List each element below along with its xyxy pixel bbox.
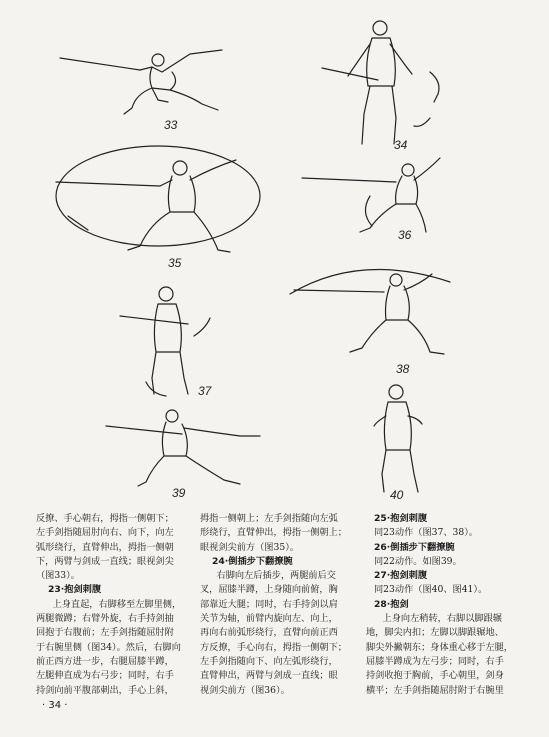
text-line: 弧形绕行，直臂伸出，拇指一侧朝 xyxy=(36,541,174,553)
text-line: 屈膝半蹲成为左弓步；同时，右手 xyxy=(366,655,504,667)
text-line: 回抱于右腹前；左手剑指随屈肘附 xyxy=(36,627,174,639)
figure-37-illustration xyxy=(118,282,238,402)
section-heading: 24·倒插步下翻撩腕 xyxy=(212,555,293,567)
figure-40-number: 40 xyxy=(390,488,404,502)
text-line: 视剑尖前方（图36）。 xyxy=(200,684,290,696)
text-line: 上身直起，右脚移至左脚里侧， xyxy=(52,598,182,610)
text-line: 右脚向左后插步，两腿前后交 xyxy=(216,570,336,582)
figure-36 xyxy=(300,140,450,240)
text-line: （图33）。 xyxy=(36,570,80,582)
text-line: 同23动作（图37、38）。 xyxy=(374,527,478,539)
text-line: 眼视剑尖前方（图35）。 xyxy=(200,541,299,553)
figure-36-number: 36 xyxy=(398,228,412,242)
text-line: 左手剑指随向下、向左弧形绕行， xyxy=(200,655,338,667)
text-line: 持剑收抱于胸前，手心朝里，剑身 xyxy=(366,670,504,682)
text-line: 左腿伸直成为右弓步；同时，右手 xyxy=(36,670,174,682)
section-heading: 25·抱剑刺腹 xyxy=(374,513,428,524)
section-heading: 26·倒插步下翻撩腕 xyxy=(374,541,455,553)
figure-34-number: 34 xyxy=(394,138,408,152)
text-line: 拇指一侧朝上；左手剑指随向左弧 xyxy=(200,513,338,524)
section-heading: 23·抱剑刺腹 xyxy=(48,584,102,596)
figure-39-number: 39 xyxy=(172,486,186,500)
figure-40 xyxy=(362,382,442,502)
text-line: 反撩、手心朝右，拇指一侧朝下； xyxy=(36,513,174,524)
figure-38-illustration xyxy=(280,262,460,372)
section-heading: 28·抱剑 xyxy=(374,598,409,610)
text-line: 于右腕里侧（图34）。然后，右脚向 xyxy=(36,641,181,653)
text-line: 前正西方进一步，右腿屈膝半蹲， xyxy=(36,655,174,667)
text-line: 地，脚尖内扣；左脚以脚跟辗地、 xyxy=(366,627,504,639)
figure-33 xyxy=(40,20,230,132)
text-line: 部靠近大腿；同时，右手持剑以肩 xyxy=(200,598,338,610)
text-line: 横平；左手剑指随屈肘附于右腕里 xyxy=(366,684,504,696)
text-line: 方反撩，手心向右，拇指一侧朝下； xyxy=(200,641,347,653)
text-line: 下，两臂与剑成一直线；眼视剑尖 xyxy=(36,555,174,567)
body-text xyxy=(36,512,518,696)
figure-39-illustration xyxy=(100,402,270,492)
text-line: 直臂伸出，两臂与剑成一直线；眼 xyxy=(200,670,338,682)
figure-34-illustration xyxy=(318,18,448,150)
text-line: 左手剑指随屈肘向右、向下，向左 xyxy=(36,527,174,539)
text-line: 形绕行，直臂伸出，拇指一侧朝上； xyxy=(200,527,347,539)
figure-37-number: 37 xyxy=(198,384,212,398)
text-line: 关节为轴，前臂内旋向左、向上， xyxy=(200,613,338,625)
figure-35-number: 35 xyxy=(168,256,182,270)
figure-34 xyxy=(318,18,448,150)
text-line: 同22动作。如图39。 xyxy=(374,555,462,567)
figure-38-number: 38 xyxy=(396,362,410,376)
text-column-right xyxy=(366,512,524,698)
text-line: 再向右前弧形绕行，直臂向前正西 xyxy=(200,627,338,639)
figure-35-illustration xyxy=(48,138,278,268)
figure-36-illustration xyxy=(300,140,450,240)
figure-40-illustration xyxy=(362,382,442,498)
figure-33-illustration xyxy=(40,20,230,120)
figure-39 xyxy=(100,402,270,500)
figure-37 xyxy=(118,282,238,402)
text-column-left xyxy=(36,512,192,698)
text-line: 脚尖外撇朝东；身体重心移于左腿， xyxy=(366,641,513,653)
page-number: · 34 · xyxy=(42,700,68,711)
text-column-middle xyxy=(200,512,358,698)
section-heading: 27·抱剑刺腹 xyxy=(374,570,428,582)
text-line: 同23动作（图40、图41）。 xyxy=(374,584,488,596)
figure-38 xyxy=(280,262,460,376)
figure-35 xyxy=(48,138,278,268)
text-line: 上身向左稍转，右脚以脚跟辗 xyxy=(382,613,502,625)
text-line: 两腿微蹲；右臂外旋，右手持剑抽 xyxy=(36,613,174,625)
text-line: 叉，屈膝半蹲，上身随向前俯，胸 xyxy=(200,584,338,596)
figure-33-number: 33 xyxy=(164,118,178,132)
text-line: 持剑向前平腹部刺出，手心上斜， xyxy=(36,684,174,696)
